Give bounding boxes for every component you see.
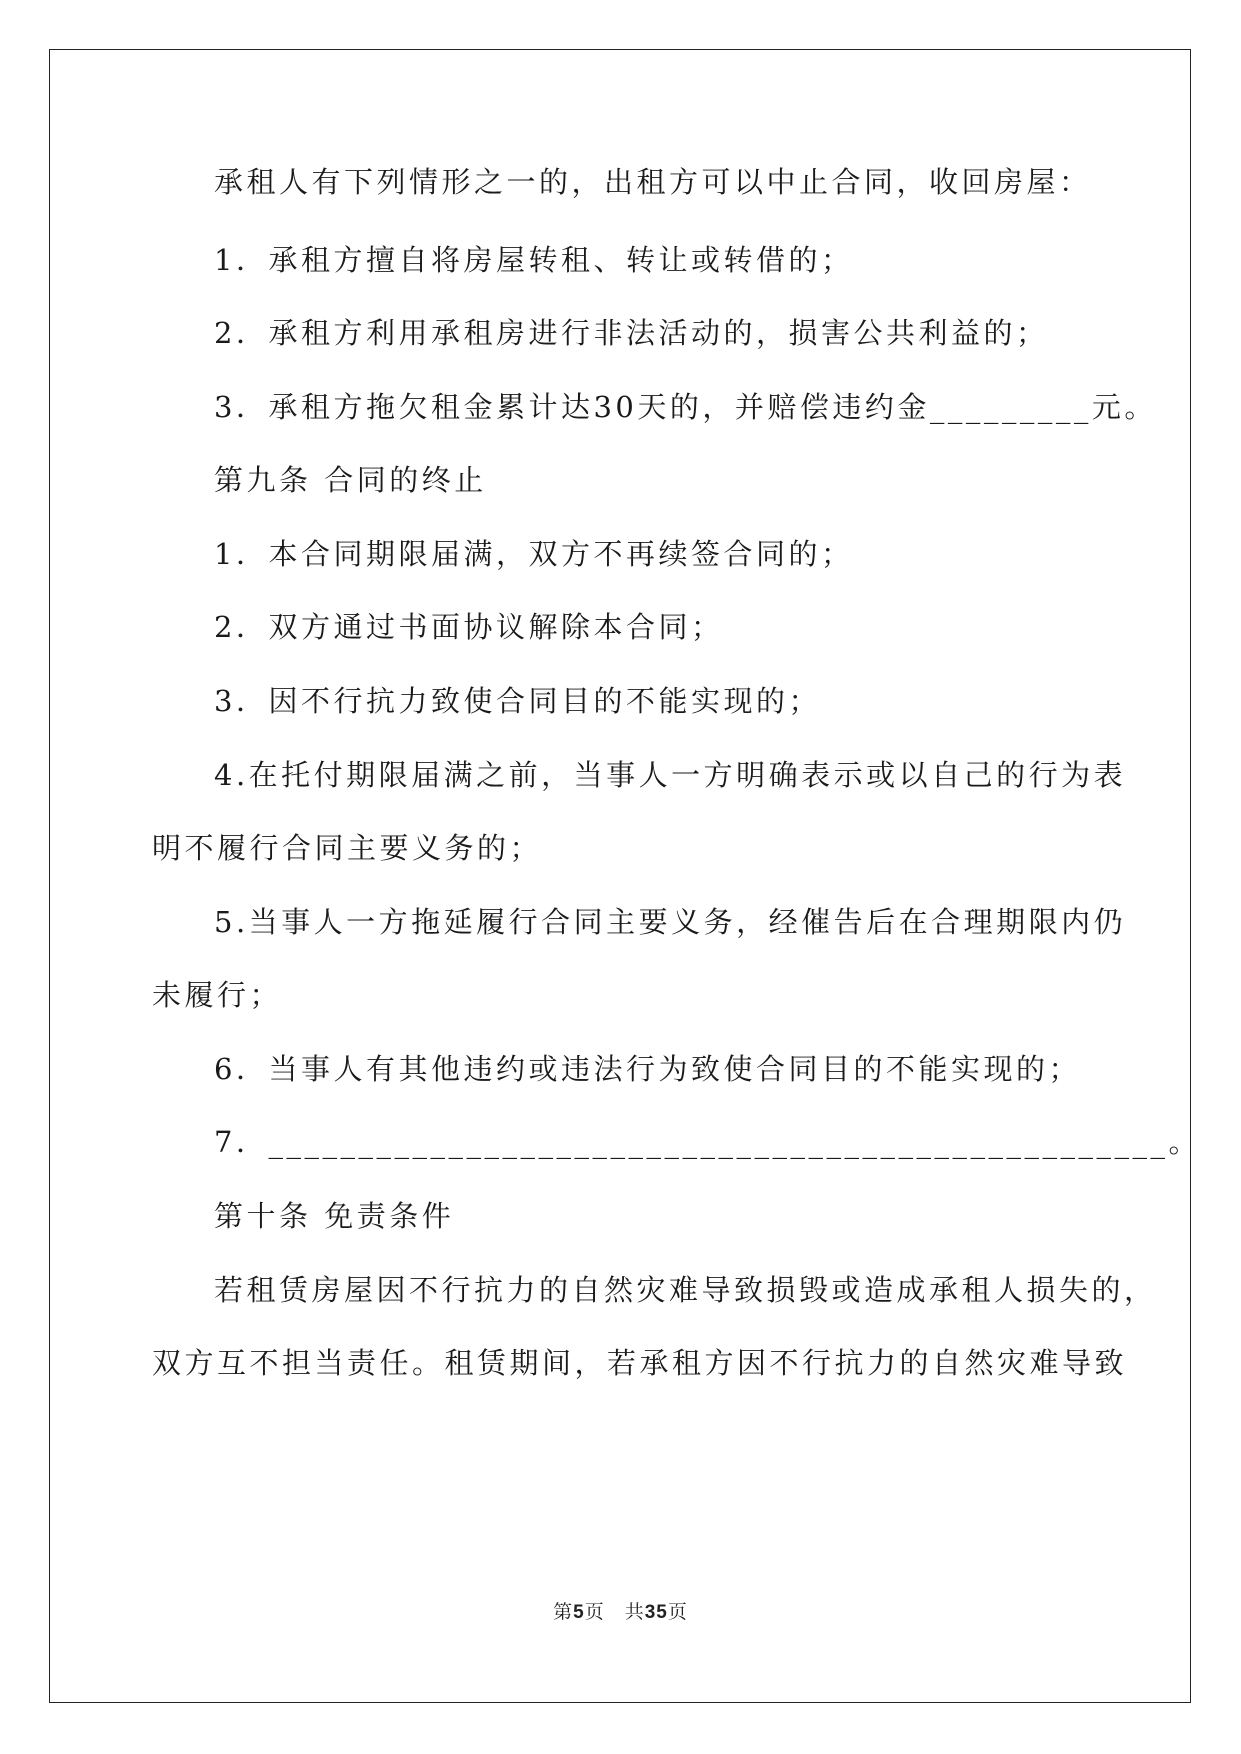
- paragraph-line: 5.当事人一方拖延履行合同主要义务，经催告后在合理期限内仍: [214, 905, 1127, 939]
- paragraph-line: 未履行；: [152, 978, 283, 1012]
- paragraph-line: 3．承租方拖欠租金累计达30天的，并赔偿违约金_________元。: [214, 390, 1157, 424]
- paragraph-line: 2．双方通过书面协议解除本合同；: [214, 610, 724, 644]
- paragraph-line: 双方互不担当责任。租赁期间，若承租方因不行抗力的自然灾难导致: [152, 1346, 1128, 1380]
- paragraph-line: 7．__________________________________________________。: [214, 1125, 1201, 1159]
- paragraph-line: 承租人有下列情形之一的，出租方可以中止合同，收回房屋：: [214, 165, 1092, 199]
- paragraph-line: 6．当事人有其他违约或违法行为致使合同目的不能实现的；: [214, 1052, 1081, 1086]
- footer-page-number: 5: [573, 1602, 585, 1623]
- footer-mid: 页 共: [584, 1601, 645, 1623]
- paragraph-line: 1．本合同期限届满，双方不再续签合同的；: [214, 537, 854, 571]
- section-heading: 第十条 免责条件: [214, 1199, 455, 1233]
- footer-total-pages: 35: [644, 1602, 668, 1623]
- paragraph-line: 1．承租方擅自将房屋转租、转让或转借的；: [214, 243, 854, 277]
- paragraph-line: 2．承租方利用承租房进行非法活动的，损害公共利益的；: [214, 316, 1049, 350]
- footer-suffix: 页: [667, 1601, 688, 1623]
- paragraph-line: 明不履行合同主要义务的；: [152, 831, 543, 865]
- paragraph-line: 3．因不行抗力致使合同目的不能实现的；: [214, 684, 821, 718]
- footer-prefix: 第: [553, 1601, 574, 1623]
- paragraph-line: 若租赁房屋因不行抗力的自然灾难导致损毁或造成承租人损失的，: [214, 1273, 1157, 1307]
- page-footer: [0, 1600, 1241, 1625]
- section-heading: 第九条 合同的终止: [214, 463, 487, 497]
- page-border: [49, 49, 1191, 1703]
- paragraph-line: 4.在托付期限届满之前，当事人一方明确表示或以自己的行为表: [214, 758, 1127, 792]
